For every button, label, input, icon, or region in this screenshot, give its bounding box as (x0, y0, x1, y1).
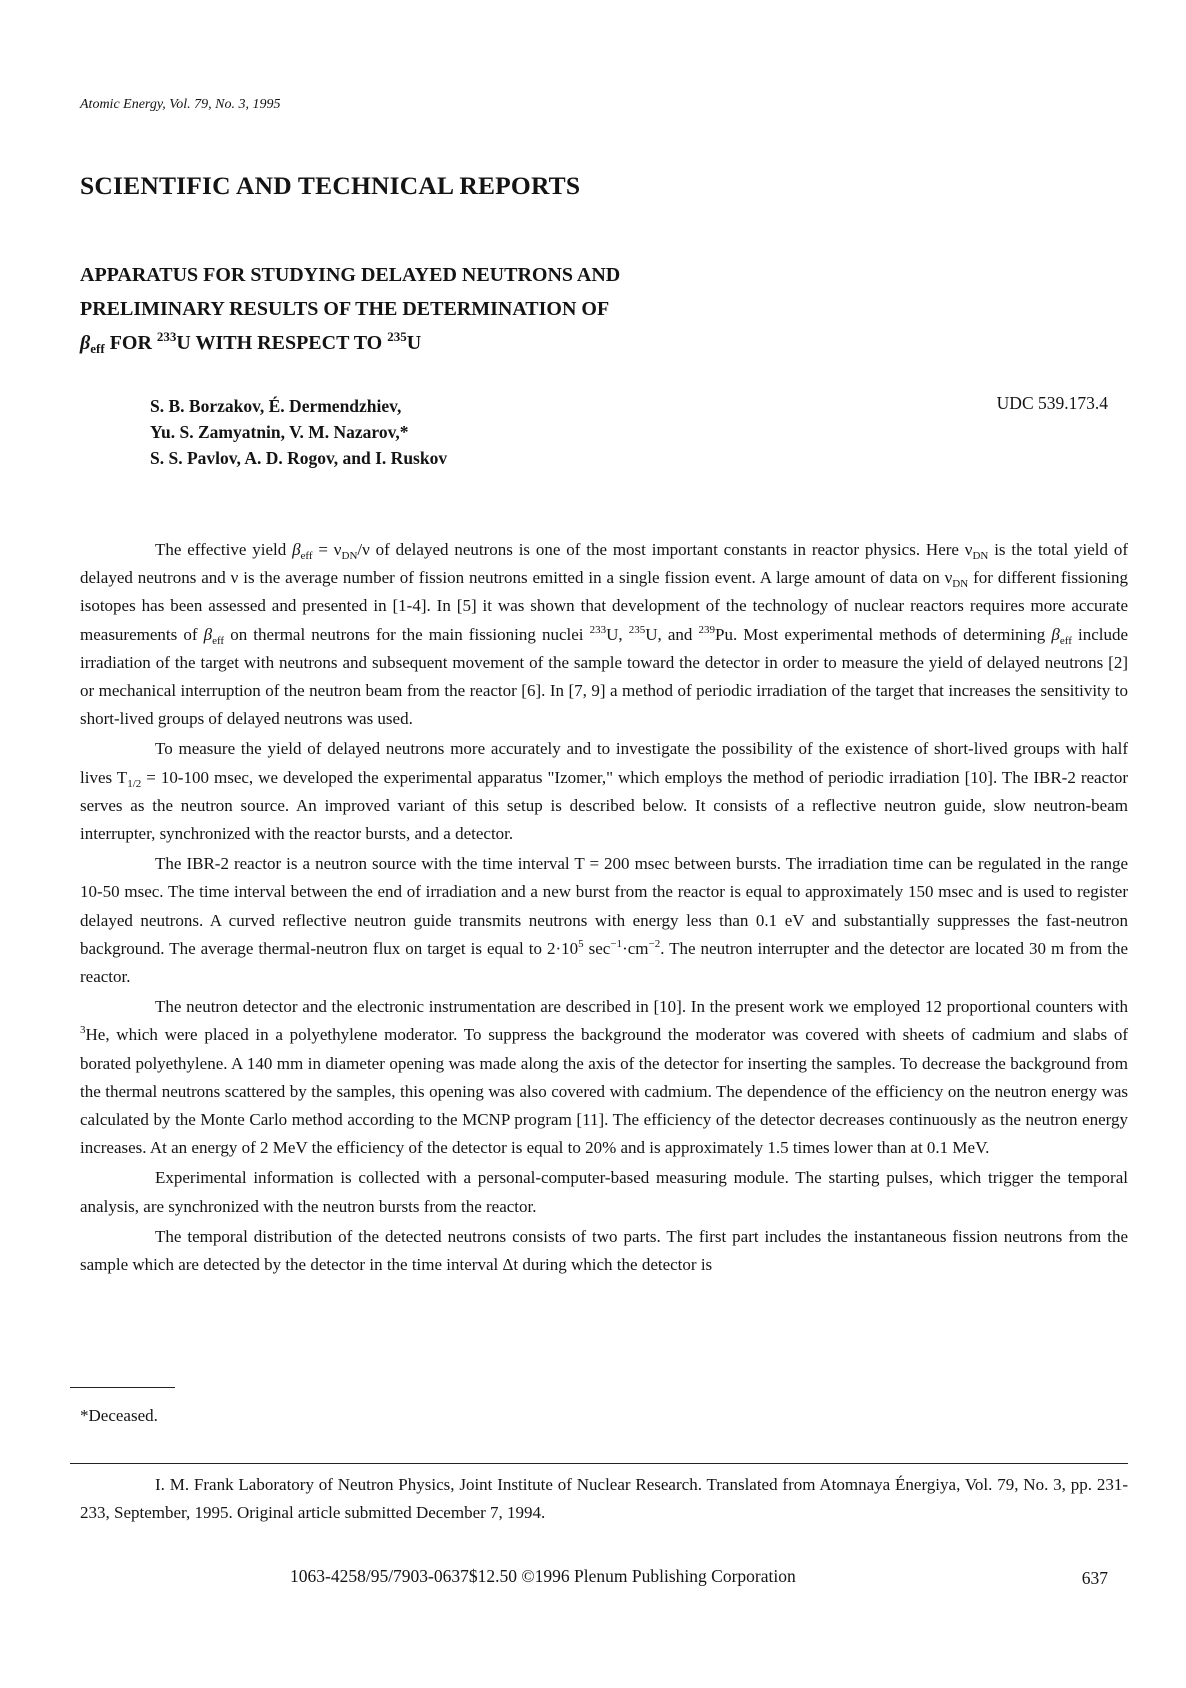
page-number: 637 (1081, 1568, 1108, 1588)
paragraph-6: The temporal distribution of the detected neutrons consists of two parts. The first part includes the instantaneous fission neutrons from the sample which are detected by the detector in the time interval Δt during which the detector is (80, 1226, 1128, 1275)
paragraph-3: The IBR-2 reactor is a neutron source with the time interval T = 200 msec between bursts. The irradiation time can be regulated in the range 10-50 msec. The time interval between the end of irradiation and a new burst from the reactor is equal to approximately 150 msec and is used to register delayed neutrons. A curved reflective neutron guide transmits neutrons with energy less than 0.1 eV and substantially suppresses the fast-neutron background. The average thermal-neutron flux on target is equal to $2\cdot 10^5$ $\sec^{-1}\cdot cm^{-2}$. The neutron interrupter and the detector are located 30 m from the reactor. (80, 854, 1128, 987)
author-list (150, 393, 447, 471)
author-line-1: S. B. Borzakov, É. Dermendzhiev, (150, 396, 402, 416)
article-body (80, 536, 1128, 1281)
footnote-divider (70, 1387, 175, 1388)
article-title (80, 258, 800, 360)
title-line-3: $\beta_{eff}$ FOR $^{233}$U WITH RESPECT TO $^{235}$U (80, 329, 422, 356)
copyright-line: 1063-4258/95/7903-0637$12.50 ©1996 Plenum Publishing Corporation (290, 1566, 796, 1586)
paragraph-2: To measure the yield of delayed neutrons more accurately and to investigate the possibility of the existence of short-lived groups with half lives $T_{1/2} = 10-100$ msec, we developed the experimental apparatus "Izomer," which employs the method of periodic irradiation [10]. The IBR-2 reactor serves as the neutron source. An improved variant of this setup is described below. It consists of a reflective neutron guide, slow neutron-beam interrupter, synchronized with the reactor bursts, and a detector. (80, 739, 1128, 844)
paragraph-5: Experimental information is collected with a personal-computer-based measuring module. The starting pulses, which trigger the temporal analysis, are synchronized with the neutron bursts from the reactor. (80, 1168, 1128, 1216)
author-line-2: Yu. S. Zamyatnin, V. M. Nazarov,* (150, 422, 409, 442)
affiliation-note: I. M. Frank Laboratory of Neutron Physics, Joint Institute of Nuclear Research. Translated from Atomnaya Énergiya, Vol. 79, No. 3, pp. 231-233, September, 1995. Original article submitted December 7, 1994. (80, 1475, 1128, 1522)
udc-code: UDC 539.173.4 (996, 393, 1108, 413)
beta-symbol: β (80, 332, 91, 354)
paragraph-4: The neutron detector and the electronic instrumentation are described in [10]. In the present work we employed 12 proportional counters with $^3$He, which were placed in a polyethylene moderator. To suppress the background the moderator was covered with sheets of cadmium and slabs of borated polyethylene. A 140 mm in diameter opening was made along the axis of the detector for inserting the samples. To decrease the background from the thermal neutrons scattered by the samples, this opening was also covered with cadmium. The dependence of the efficiency on the neutron energy was calculated by the Monte Carlo method according to the MCNP program [11]. The efficiency of the detector decreases continuously as the neutron energy increases. At an energy of 2 MeV the efficiency of the detector is equal to 20% and is approximately 1.5 times lower than at 0.1 MeV. (80, 997, 1128, 1158)
title-line-2: PRELIMINARY RESULTS OF THE DETERMINATION OF (80, 298, 610, 320)
paragraph-1: The effective yield $\beta_{eff} = \nu_{DN}/\nu$ of delayed neutrons is one of the most important constants in reactor physics. Here $\nu_{DN}$ is the total yield of delayed neutrons and ν is the average number of fission neutrons emitted in a single fission event. A large amount of data on $\nu_{DN}$ for different fissioning isotopes has been assessed and presented in [1-4]. In [5] it was shown that development of the technology of nuclear reactors requires more accurate measurements of $\beta_{eff}$ on thermal neutrons for the main fissioning nuclei $^{233}$U, $^{235}$U, and $^{239}$Pu. Most experimental methods of determining $\beta_{eff}$ include irradiation of the target with neutrons and subsequent movement of the sample toward the detector in order to measure the yield of delayed neutrons [2] or mechanical interruption of the neutron beam from the reactor [6]. In [7, 9] a method of periodic irradiation of the target that increases the sensitivity to short-lived groups of delayed neutrons was used. (80, 540, 1129, 729)
author-line-3: S. S. Pavlov, A. D. Rogov, and I. Ruskov (150, 448, 448, 468)
section-heading: SCIENTIFIC AND TECHNICAL REPORTS (80, 171, 581, 200)
title-line-1: APPARATUS FOR STUDYING DELAYED NEUTRONS AND (80, 264, 621, 286)
journal-citation: Atomic Energy, Vol. 79, No. 3, 1995 (80, 97, 281, 112)
footnote: *Deceased. (80, 1406, 158, 1425)
affiliation-divider (70, 1463, 1128, 1464)
